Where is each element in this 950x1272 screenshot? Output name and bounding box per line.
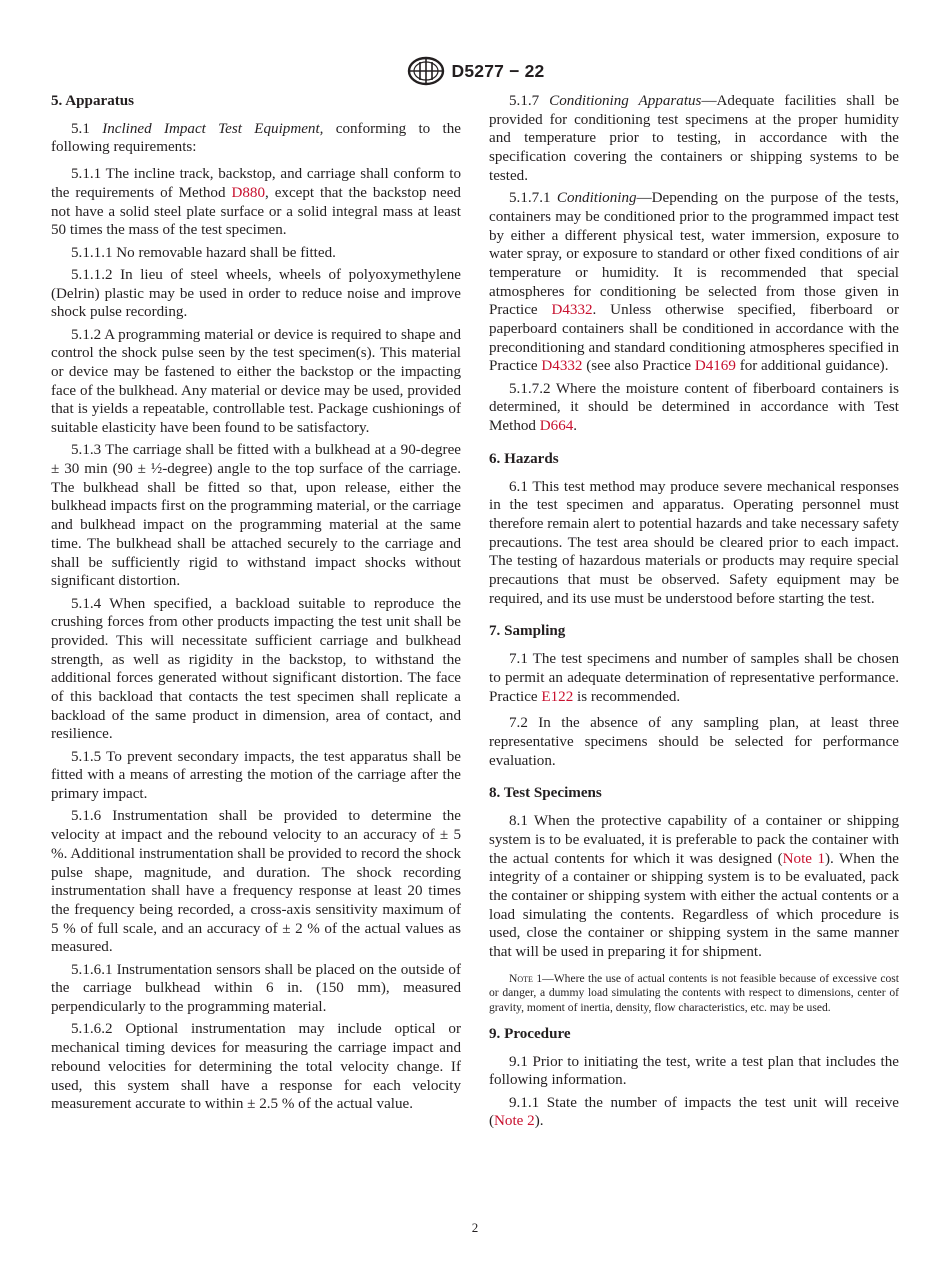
page-number: 2 xyxy=(471,1220,479,1235)
reference-link-d4332[interactable]: D4332 xyxy=(541,358,583,375)
paragraph-7-2: 7.2 In the absence of any sampling plan, at least three representative specimens should be selected for performance evaluation. xyxy=(489,715,899,769)
reference-link-d4332[interactable]: D4332 xyxy=(551,302,593,319)
reference-link-e122[interactable]: E122 xyxy=(541,688,574,705)
paragraph-5-1-5: 5.1.5 To prevent secondary impacts, the test apparatus shall be fitted with a means of arresting the motion of the carriage after the primary impact. xyxy=(51,748,461,803)
note-label: Note 1 xyxy=(509,971,543,985)
section-heading-apparatus: 5. Apparatus xyxy=(51,93,135,109)
paragraph-9-1-1: 9.1.1 State the number of impacts the test unit will receive (Note 2). xyxy=(489,1094,899,1130)
paragraph-5-1-2: 5.1.2 A programming material or device is required to shape and control the shock pulse seen by the test specimen(s). This material or device may be fastened to either the backstop or the impacting face of the bulkhead. Any material or device may be used, provided that is yields a repeatable, controllable test. Package cushionings of suitable elasticity have been found to be satisfactory. xyxy=(51,326,461,437)
paragraph-5-1-4: 5.1.4 When specified, a backload suitable to reproduce the crushing forces from other products impacting the test unit shall be provided. This will necessitate sufficient carriage and bulkhead strength, as well as rigidity in the backstop, to withstand the additional forces generated without significant distortion. The face of this backload that contacts the test specimen shall replicate a backload of the same product in dimension, area of contact, and resilience. xyxy=(51,595,461,743)
paragraph-7-1: 7.1 The test specimens and number of samples shall be chosen to permit an adequate determination of representative performance. Practice E122 is recommended. xyxy=(489,651,899,705)
paragraph-6-1: 6.1 This test method may produce severe mechanical responses in the test specimen and apparatus. Operating personnel must therefore remain alert to potential hazards and take necessary safety precautions. The test area should be cleared prior to each impact. The testing of hazardous materials or products may require special precautions that must be observed. Safety equipment may be required, and its use must be understood before starting the test. xyxy=(489,478,899,607)
paragraph-5-1-7-2: 5.1.7.2 Where the moisture content of fiberboard containers is determined, it should be determined in accordance with Test Method D664. xyxy=(489,380,899,435)
paragraph-5-1: 5.1 Inclined Impact Test Equipment, conforming to the following requirements: xyxy=(51,120,461,156)
section-heading-procedure: 9. Procedure xyxy=(489,1025,571,1042)
standard-designation: D5277 − 22 xyxy=(451,60,545,81)
reference-link-d880[interactable]: D880 xyxy=(231,184,265,201)
reference-link-d4169[interactable]: D4169 xyxy=(694,358,736,375)
paragraph-5-1-6: 5.1.6 Instrumentation shall be provided to determine the velocity at impact and the rebound velocity to an accuracy of ± 5 %. Additional instrumentation shall be provided to record the shock pulse shape, magnitude, and duration. The shock recording instrumentation shall have a frequency response at least 20 times the frequency being recorded, a cross-axis sensitivity maximum of 5 % of full scale, and an accuracy of ± 2 % of the actual values as measured. xyxy=(51,808,461,956)
section-heading-hazards: 6. Hazards xyxy=(489,450,559,467)
paragraph-8-1: 8.1 When the protective capability of a container or shipping system is to be evaluated, it is preferable to pack the container with the actual contents for which it was designed (Note 1). When the integrity of a container or shipping system is to be evaluated, pack the container or shipping system with either the actual contents or a load simulating the contents. Regardless of which procedure is used, close the container or shipping system in the same manner that will be used in preparing it for shipment. xyxy=(489,813,899,961)
note-link-1[interactable]: Note 1 xyxy=(782,850,826,867)
note-link-2[interactable]: Note 2 xyxy=(494,1113,535,1130)
astm-logo-icon xyxy=(406,56,446,86)
paragraph-5-1-6-2: 5.1.6.2 Optional instrumentation may include optical or mechanical timing devices for measuring the carriage impact and rebound velocities for determining the total velocity change. If used, this system shall have a response for each velocity measurement accurate to within ± 2.5 % of the actual value. xyxy=(51,1021,461,1113)
section-heading-sampling: 7. Sampling xyxy=(489,623,566,640)
paragraph-5-1-1: 5.1.1 The incline track, backstop, and carriage shall conform to the requirements of Method D880, except that the backstop need not have a solid steel plate surface or a solid integral mass at least 50 times the mass of the test specimen. xyxy=(51,166,461,239)
paragraph-5-1-1-2: 5.1.1.2 In lieu of steel wheels, wheels of polyoxymethylene (Delrin) plastic may be used in order to reduce noise and improve shock pulse recording. xyxy=(51,266,461,321)
note-1: Note 1—Where the use of actual contents is not feasible because of excessive cost or danger, a dummy load simulating the contents with respect to dimensions, center of gravity, moment of inertia, density, flow characteristics, etc. may be used. xyxy=(489,971,899,1014)
paragraph-9-1: 9.1 Prior to initiating the test, write a test plan that includes the following information. xyxy=(489,1053,899,1089)
reference-link-d664[interactable]: D664 xyxy=(539,418,574,435)
left-column xyxy=(51,92,461,1118)
paragraph-5-1-7: 5.1.7 Conditioning Apparatus—Adequate facilities shall be provided for conditioning test specimens at the proper humidity and temperature prior to testing, in accordance with the specification covering the containers or shipping systems to be tested. xyxy=(489,93,899,184)
paragraph-5-1-7-1: 5.1.7.1 Conditioning—Depending on the purpose of the tests, containers may be conditioned prior to the programmed impact test by either a different physical test, water immersion, exposure to water spray, or exposure to standard or other fixed conditions of air temperature or humidity. It is recommended that special atmospheres for conditioning be selected from those given in Practice D4332. Unless otherwise specified, fiberboard or paperboard containers shall be conditioned in accordance with the preconditioning and standard conditioning atmospheres specified in Practice D4332 (see also Practice D4169 for additional guidance). xyxy=(489,190,900,375)
paragraph-5-1-1-1: 5.1.1.1 No removable hazard shall be fitted. xyxy=(71,244,336,261)
section-heading-test-specimens: 8. Test Specimens xyxy=(489,785,602,802)
paragraph-5-1-6-1: 5.1.6.1 Instrumentation sensors shall be placed on the outside of the carriage bulkhead within 6 in. (150 mm), measured perpendicularly to the programming material. xyxy=(51,961,461,1016)
paragraph-5-1-3: 5.1.3 The carriage shall be fitted with a bulkhead at a 90-degree ± 30 min (90 ± ½-degree) angle to the top surface of the carriage. The bulkhead shall be fitted so that, upon release, either the bulkhead impacts first on the programming material, or the carriage and bulkhead impact on the programming material at the same time. The bulkhead shall be attached securely to the carriage and shall be sufficiently rigid to withstand impact shocks without significant distortion. xyxy=(51,442,461,590)
right-column xyxy=(489,92,899,1135)
page-header xyxy=(0,56,950,86)
